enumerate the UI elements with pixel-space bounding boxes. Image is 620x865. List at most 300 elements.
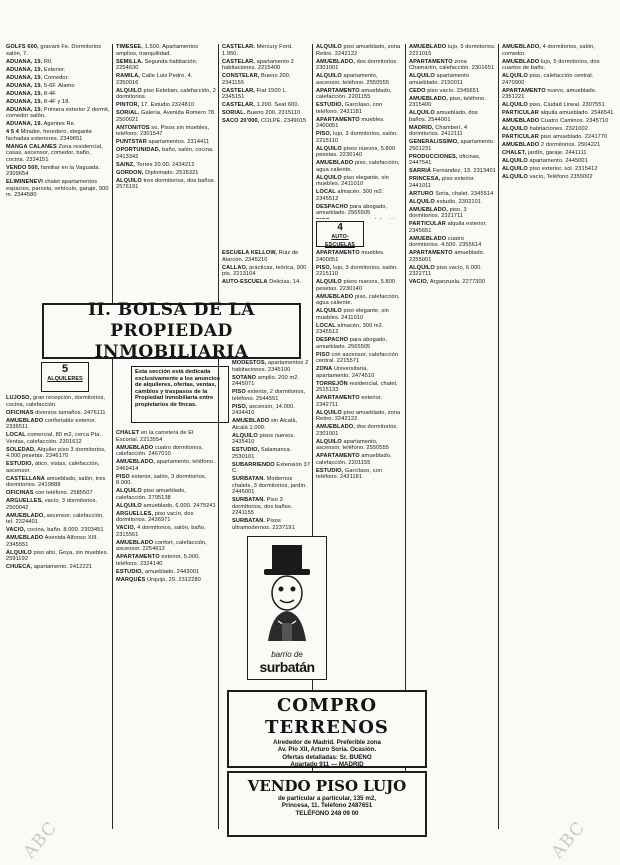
classified-column-6 [502,44,614,834]
classified-ad [316,424,403,437]
surbatan-ad [247,536,327,680]
classified-ad-text: habitaciones. 2321002 [529,126,588,132]
classified-ad-keyword: LOCAL [316,189,336,195]
classified-ad [6,179,110,199]
classified-ad-text: piso elegante, sin muebles. 2411010 [316,174,389,187]
classified-ad [232,375,310,388]
classified-ad [116,569,216,576]
classified-ad-text: Cuatro Caminos. 2345710 [540,118,609,124]
classified-ad-text: chalet apartamentos espacios, parcela, vehículo, garaje, 900 m. 2344580 [6,179,109,198]
classified-ad-keyword: ALQUILO [116,488,142,494]
classified-ad-text: lujo, 3 dormitorios, salón. 2215110 [316,264,398,277]
classified-ad-keyword: ALQUILO [116,177,142,184]
classified-ad [316,73,403,86]
classified-ad [232,447,310,460]
classified-ad [502,150,614,157]
classified-ad-keyword: DESPACHO [316,203,349,210]
classified-ad-keyword: ALQUILO [316,44,342,50]
classified-ad-text: amueblado. 2255001 [409,250,485,263]
classified-ad [116,474,216,487]
classified-ad-keyword: AMUEBLADO, [316,58,355,65]
classified-ad [409,191,496,198]
classified-ad-text: dos dormitorios. 2301001 [316,58,398,71]
classified-ad-text: zona Chamartín, calefacción. 2301651 [409,58,495,71]
classified-column-3c [232,360,310,530]
classified-ad-keyword: ALQUILO [502,126,528,132]
column-rule [112,44,113,829]
classified-ad-keyword: APARTAMENTO [409,250,453,256]
classified-ad-keyword: SARRIÁ [409,168,432,174]
vendo-heading: VENDO PISO LUJO [247,777,407,795]
classified-ad-text: Urquijo, 29. 2312280 [146,576,201,583]
classified-ad [409,279,496,286]
classified-ad-text: exterior, 2 dormitorios, teléfono. 2544551 [232,389,306,402]
classified-ad-text: amueblado, dos baños. 2544001 [409,110,478,123]
classified-ad-keyword: AMUEBLADO [6,417,44,424]
classified-ad-keyword: ALQUILO [316,279,342,285]
classified-ad-keyword: ESTUDIO, [316,467,344,474]
classified-ad-text: lujo, 3 dormitorios, salón. 2215110 [316,131,398,144]
classified-ad [502,118,614,125]
subsection-heading-box [316,221,364,247]
classified-ad [316,381,403,394]
classified-ad [116,577,216,584]
classified-ad-keyword: ADUANA, 19. [6,121,43,127]
classified-ad-text: alquila amueblado. 2546541 [540,110,614,116]
classified-ad [116,125,216,138]
classified-ad-text: piso vacío, 6.000. 2322711 [409,264,483,277]
classified-column-4b [316,250,403,680]
classified-ad-text: piso, calefacción central. 2470900 [502,73,594,86]
classified-ad-text: apartamento amueblado. 2150011 [409,73,470,86]
classified-ad [116,503,216,510]
classified-ad-text: amueblado, 6.000. 2475241 [143,502,216,509]
classified-ad [222,118,310,125]
classified-ad-text: amplio, 200 m2. 2445071 [232,374,300,387]
classified-ad [502,59,614,72]
classified-ad-keyword: VACIO, [116,525,136,531]
classified-ad [316,59,403,72]
classified-ad [222,59,310,72]
classified-ad-text: exterior, 5.000, teléfono. 2324140 [116,554,200,567]
classified-ad-text: comercial, 80 m2, cerca Pta. Ventas, calefacción. 2301612 [6,432,102,445]
classified-ad-text: exterior, salón, 3 dormitorios, 8.000. [116,473,207,486]
classified-ad-keyword: PISO [116,473,130,480]
classified-ad [6,107,110,120]
classified-ad-text: Pisos ultramodernos. 2237191 [232,518,295,530]
classified-ad [316,352,403,365]
compro-line: Apartado 911 — MADRID [290,761,364,769]
classified-ad [6,165,110,178]
classified-ad-keyword: PARTICULAR [409,221,446,227]
classified-ad-keyword: RAMILA, [116,73,141,79]
classified-ad-text: en la carretera de El Escorial. 2213554 [116,430,194,443]
classified-ad [232,433,310,446]
compro-line: Av. Pío XII, Arturo Soria. Ocasión. [277,746,377,754]
classified-ad-text: baño, salón, cocina. 2413342 [116,147,214,160]
classified-ad [222,110,310,117]
classified-ad [316,337,403,350]
classified-ad [409,59,496,72]
classified-ad-keyword: AMUEBLADO [502,118,540,124]
classified-ad-text: pisos nuevos, 5.800 pesetas. 2230140 [316,145,396,158]
classified-ad-text: COLPE. 2349015 [261,118,307,124]
classified-ad-keyword: MODESTOS, [232,360,267,366]
classified-ad-text: Calle Luis Pedro, 4. 2350016 [116,73,193,86]
classified-ad-keyword: ARGUELLES, [6,498,44,504]
classified-ad-keyword: AMUEBLADO, [116,459,155,465]
classified-ad [409,110,496,123]
classified-ad-text: apartamento 2 habitaciones. 2215400 [222,58,294,71]
classified-ad-text: Mercury Ford. 1.950. [222,44,293,57]
classified-ad-text: Chamberí, 4 dormitorios. 2412111 [409,124,468,137]
classified-ad [502,166,614,173]
classified-ad-keyword: ADUANA, 19. [6,66,43,73]
classified-ad-text: Primera exterior 2 dormit, comedor salón. [6,106,110,119]
classified-ad [409,236,496,249]
classified-ad-text: Comedor. [43,74,69,81]
classified-ad [6,476,110,489]
vendo-line: Princesa, 11. Teléfono 2487651 [281,802,373,810]
classified-ad [502,134,614,141]
abc-watermark: ABC [547,817,590,863]
classified-ad-keyword: SORIAL. [222,110,246,116]
classified-ad-keyword: ADUANA, 19. [6,82,43,89]
classified-ad-keyword: LUJOSO, [6,395,32,401]
classified-ad [409,154,496,167]
column-rule [498,44,499,829]
classified-ad-keyword: CEDO [409,87,426,94]
classified-ad-keyword: OPORTUNIDAD, [116,147,161,153]
classified-ad-text: Galería, Avenida Romero 78. 2500021 [116,110,216,123]
classified-ad-keyword: APARTAMENTO [316,395,360,401]
classified-ad-text: piso Esteban, calefacción, 2 dormitorios. [116,87,216,100]
banner-line-1: II. BOLSA DE LA PROPIEDAD [88,299,255,341]
classified-ad-text: cuatro dormitorios. 4.500. 2355614 [409,235,482,248]
classified-ad-keyword: CALLAO, [222,264,248,271]
classified-ad [502,44,614,57]
ad-caption-top: barrio de [271,650,303,659]
classified-ad-keyword: SORIAL. [116,110,140,116]
classified-ad-text: lujo, 5 dormitorios, dos cuartos de baño. [502,58,600,71]
classified-ad [116,162,216,169]
classified-ad [409,199,496,206]
classified-ad-text: 8-4F y 18. [43,98,71,105]
classified-ad-text: amueblado. 2443001 [144,568,200,575]
classified-ad [316,323,403,336]
classified-ad-keyword: CHUECA, [6,564,33,570]
classified-ad [6,418,110,431]
classified-ad-keyword: ALQUILO [316,438,342,445]
classified-ad [502,158,614,165]
classified-ad [222,73,310,86]
classified-column-2b [116,430,216,835]
section-notice-text: Esta sección está dedicada exclusivamente a los anuncios de alquileres, ofertas, ventas, cambios y traspasos de la Propiedad Inmobiliaria entre propietarios de fincas. [135,369,221,408]
classified-ad-text: para abogado, amueblado. 2565505 [316,337,388,350]
classified-ad-keyword: APARTAMENTO [409,58,453,65]
classified-ad-keyword: ALQUILO [409,110,435,116]
classified-ad-keyword: OFICINAS [6,409,34,416]
classified-ad [222,265,310,278]
classified-ad-keyword: ZONA [316,366,333,372]
classified-ad-keyword: AMUEBLADO [316,160,354,166]
classified-ad-keyword: ALQUILO [232,432,258,439]
classified-ad-text: apartamento, teléfono. 2469414 [116,459,215,472]
classified-ad [222,44,310,57]
classified-ad-text: 1.200. Seat 600. [256,102,300,108]
classified-ad-keyword: ADUANA, 19. [6,106,43,113]
classified-ad-keyword: GENERALISSIMO, [409,139,459,145]
classified-ad [232,518,310,530]
classified-ad-text: muebles. 2400051 [316,250,385,263]
classified-ad-keyword: VENDO 500, [6,164,40,171]
classified-ad-text: ascensor, 14.000. 2434410 [232,403,295,416]
compro-terrenos-ad [227,690,427,768]
classified-ad-text: gravant Fe. Dormitorios salón, 7. [6,44,102,57]
vendo-line: TELÉFONO 248 09 00 [295,809,359,817]
classified-ad-text: Exterior. [43,66,66,73]
subsection-number: 4 [337,222,343,233]
classified-ad-keyword: PISO, [316,264,332,271]
vendo-piso-ad [227,771,427,837]
classified-ad-keyword: CHALET [116,430,140,436]
classified-column-3 [222,44,310,219]
classified-column-1 [6,44,110,299]
classified-ad [502,142,614,149]
classified-ad-keyword: PRODUCCIONES, [409,153,458,160]
classified-ad [316,410,403,423]
classified-ad-text: estudio. 2302101 [436,198,482,205]
classified-ad-text: oficinas, 2447541 [409,153,481,166]
classified-ad [6,564,110,571]
classified-ad-keyword: ESTUDIO, [232,447,260,453]
classified-ad-keyword: AMUEBLADO, [409,206,448,213]
classified-ad-text: piso vacío, dos dormitorios. 2436971 [116,510,194,523]
vendo-line: de particular a particular, 135 m2, [277,795,376,802]
classified-ad [502,110,614,117]
classified-ad-keyword: CONSTELAR, [222,73,260,79]
classified-ad [232,418,310,431]
classified-ad-text: jardín, garaje. 2441111 [527,150,587,156]
classified-ad-keyword: ALQUILO [316,174,342,181]
classified-ad-text: amueblado, calefacción. 2201155 [316,87,392,100]
classified-ad [316,102,403,115]
classified-ad-text: Diplomado. 2515321 [145,169,199,176]
classified-ad-text: Zona residencial, casas, ascensor, comedor, baño, cocina. 2334151 [6,143,103,163]
classified-ad [116,445,216,458]
top-hat-figure-icon [248,537,326,649]
classified-ad-keyword: SOTANO [232,374,257,381]
classified-ad [409,265,496,278]
classified-ad [409,125,496,138]
classified-ad-keyword: CHALET, [502,150,527,156]
classified-ad [116,178,216,191]
classified-ad [222,279,310,286]
section-banner [42,299,301,362]
classified-ad-keyword: APARTAMENTO [502,87,546,94]
classified-ad-text: Garcilaso, con teléfono. 2431181 [316,467,383,480]
classified-ad-keyword: OFICINAS [6,490,34,496]
classified-ad [6,75,110,82]
classified-ad-keyword: AMUEBLADO, [6,512,45,519]
classified-ad [116,430,216,443]
classified-ad-text: alquila exterior. 2345651 [409,221,487,234]
classified-ad [116,459,216,472]
classified-ad [6,490,110,497]
classified-ad-text: Garcilaso, con teléfono. 2431181 [316,102,383,115]
classified-ad-keyword: TORREJÓN [316,380,348,387]
classified-ad-keyword: PINTOR, [116,102,140,108]
classified-ad-keyword: APARTAMENTO [316,87,360,94]
classified-ad-text: apartamento, ascensor, teléfono. 2550555 [316,438,389,451]
classified-ad-keyword: AMUEBLADO [116,444,154,451]
classified-ad-text: piso amueblado, zona Retiro. 2242122 [316,44,401,57]
classified-ad-keyword: CASTELAR, [222,87,255,94]
classified-ad-keyword: CASTELLANA [6,475,45,482]
classified-ad-keyword: ADUANA, 19. [6,98,43,105]
classified-ad-keyword: SACO 20'000, [222,118,260,124]
classified-ad-keyword: ALQUILO [502,102,528,108]
classified-ad-keyword: ESCUELA KELLOW, [222,250,278,256]
classified-ad-keyword: ARGUELLES, [116,510,154,517]
classified-ad [6,498,110,511]
classified-ad-text: con ascensor, calefacción central. 2215571 [316,351,398,364]
classified-ad-text: Delicias, 14. [269,279,301,285]
ad-caption-brand: surbatán [259,659,315,675]
classified-ad-text: apartamentos. 2314411 [148,139,210,145]
classified-ad-keyword: ELIMINENEVI [6,179,43,185]
classified-ad-text: gran recepción, dormitorios, cocina, calefacción. [6,395,106,408]
classified-ad-keyword: APARTAMENTO [316,250,360,256]
classified-ad [409,221,496,234]
classified-ad-text: apartamento. 2412221 [33,564,93,570]
column-rule [218,44,219,829]
classified-ad-text: pisos nuevos, 5.800 pesetas. 2230140 [316,279,396,292]
compro-line: Alrededor de Madrid. Preferible zona [273,739,381,746]
classified-column-3b [222,250,310,300]
classified-ad-text: piso, teléfono. 2315400 [409,95,486,108]
classified-ad [316,175,403,188]
classified-ad [6,410,110,417]
classified-ad [116,110,216,123]
classified-column-4 [316,44,403,219]
classified-ad [502,126,614,133]
classified-ad [6,432,110,445]
classified-ad-text: confort, calefacción, ascensor. 2254612 [116,539,207,552]
classified-ad-text: muebles. 2400051 [316,116,385,129]
classified-ad [232,476,310,496]
classified-ad [316,88,403,101]
classified-ad-keyword: PISO, [232,403,248,410]
classified-ad [6,67,110,74]
classified-ad [316,204,403,217]
classified-ad [116,102,216,109]
classified-ad [316,366,403,379]
classified-ad-keyword: SURBATAN. [232,497,266,503]
classified-ad [116,147,216,160]
classified-ad-keyword: ADUANA, 19. [6,58,43,65]
classified-ad [409,207,496,220]
classified-ad-text: piso amueblado, calefacción. 2795138 [116,488,187,501]
classified-ad-keyword: AMUEBLADO [502,58,540,65]
classified-ad-keyword: AMUEBLADO, [316,424,355,430]
banner-line-2: INMOBILIARIA [94,341,249,362]
classified-ad [6,91,110,98]
classified-ad [6,535,110,548]
classified-ad-text: sin Alcalá, Alcalá 1.000. [232,418,298,431]
classified-ad-text: para abogado, amueblado. 2565505 [316,203,388,216]
classified-ad-keyword: MARQUÉS [116,576,146,583]
classified-ad-text: piso exterior. 2441011 [409,176,476,189]
classified-ad-text: Mirador, heredero, elegante fachadas exteriores. 2349651 [6,129,93,142]
section-number: 5 [61,363,69,375]
classified-ad-text: prácticas, teórica, 900 pts. 2213104 [222,264,307,277]
classified-ad [316,308,403,321]
classified-ad-keyword: ALQUILO [316,145,342,152]
classified-ad-text: Torres 20.00. 2434212 [136,161,195,168]
classified-ad-text: almacén, 300 m2. 2345512 [316,322,384,335]
classified-ad-keyword: PRINCESA, [409,176,441,182]
classified-ad-text: vacío, 3 dormitorios. 2500042 [6,498,98,511]
classified-ad-keyword: SURBATAN. [232,476,266,482]
classified-ad [316,189,403,202]
classified-ad-keyword: PARTICULAR [502,110,539,116]
classified-ad [409,176,496,189]
classified-ad [116,139,216,146]
classified-ad-text: 1.500. Apartamentos amplios, tranquilidad. [116,44,199,57]
classified-ad-text: con teléfono. 2585507 [35,490,93,496]
compro-line: Ofertas detalladas: Sr. BUENO [282,753,372,761]
classified-ad-keyword: AUTO-ESCUELA [222,279,268,285]
classified-ad-keyword: 4 5 4 [6,129,19,135]
classified-ad-text: Universitaria, apartamento. 2474510 [316,366,375,379]
classified-ad-keyword: ALQUILO [502,158,528,164]
classified-ad-keyword: ANTONITOS [116,124,150,131]
classified-ad-keyword: SUBARRIENDO [232,461,275,468]
classified-ad [316,294,403,307]
classified-ad-keyword: AMUEBLADO [116,539,154,546]
classified-ad-keyword: ALQUILO [6,549,32,556]
classified-ad [316,146,403,159]
classified-ad [6,129,110,142]
classified-ad [116,488,216,501]
classified-ad [502,102,614,109]
abc-watermark: ABC [19,817,62,863]
classified-ad-text: cuatro dormitorios, calefacción. 2467010 [116,444,204,457]
classified-ad [6,447,110,460]
section-notice [131,366,229,423]
classified-ad-text: piso, 3 dormitorios. 2321711 [409,206,467,219]
classified-ad [6,513,110,526]
classified-ad-text: Agentes Re. [43,121,76,127]
classified-ad-text: 17. Estudio 2324810 [140,102,195,108]
compro-heading: COMPRO TERRENOS [265,695,389,738]
classified-ad [222,88,310,101]
classified-ad-keyword: AMUEBLADO [6,535,44,541]
classified-ad [409,168,496,175]
section-heading-box [41,362,89,392]
classified-ad-text: Avenida Alfonso XIII. 2345551 [6,535,99,548]
classified-ad-keyword: AMUEBLADO [409,235,447,242]
classified-ad [6,83,110,90]
classified-ad-keyword: ADUANA, 19. [6,90,43,97]
classified-ad-keyword: ESTUDIO, [6,461,34,467]
classified-ad-keyword: MANGA CALANES [6,143,57,150]
classified-ad [116,554,216,567]
classified-ad-text: pisos nuevos. 2435410 [232,432,296,445]
classified-ad-keyword: SEMILLA. [116,58,143,65]
classified-ad-text: confortable exterior. 2336511 [6,417,97,430]
